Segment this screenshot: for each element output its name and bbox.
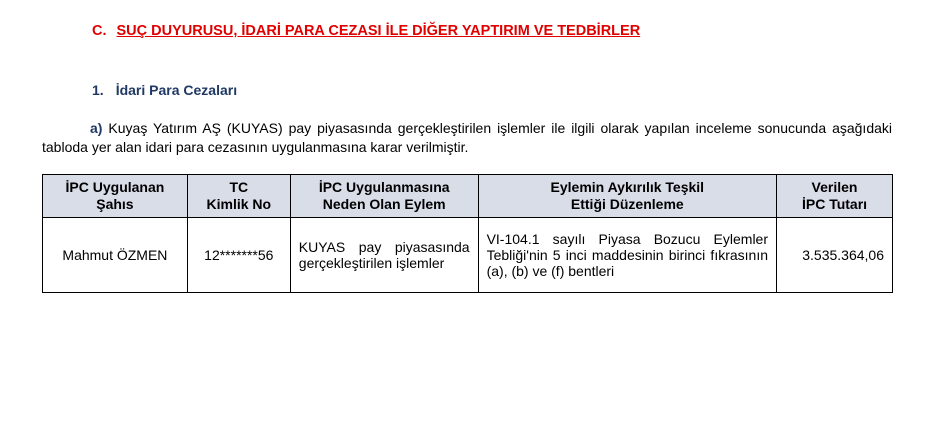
cell-action: KUYAS pay piyasasında gerçekleştirilen işlemler [290,218,478,293]
table-row [43,218,893,293]
paragraph-text: Kuyaş Yatırım AŞ (KUYAS) pay piyasasında gerçekleştirilen işlemler ile ilgili olarak yapılan inceleme sonucunda aşağıdaki tabloda yer alan idari para cezasının uygulanmasına karar verilmiştir. [42,120,893,155]
section-letter: C. [92,23,107,39]
paragraph-marker: a) [90,120,103,136]
header-person: İPC Uygulanan Şahıs [43,175,188,218]
cell-person: Mahmut ÖZMEN [43,218,188,293]
subsection-title: İdari Para Cezaları [115,82,238,98]
subsection-number: 1. [92,82,104,98]
header-action: İPC Uygulanmasına Neden Olan Eylem [290,175,478,218]
section-title: SUÇ DUYURUSU, İDARİ PARA CEZASI İLE DİĞER YAPTIRIM VE TEDBİRLER [116,23,641,39]
header-regulation: Eylemin Aykırılık Teşkil Ettiği Düzenleme [478,175,776,218]
header-amount: Verilen İPC Tutarı [777,175,893,218]
cell-regulation: VI-104.1 sayılı Piyasa Bozucu Eylemler Tebliği'nin 5 inci maddesinin birinci fıkrasının (a), (b) ve (f) bentleri [478,218,776,293]
header-tc-no: TC Kimlik No [187,175,290,218]
subsection-heading [92,82,237,98]
penalty-table [42,174,893,293]
cell-tc-no: 12*******56 [187,218,290,293]
intro-paragraph [42,119,892,157]
table-header-row [43,175,893,218]
section-heading [92,23,640,39]
cell-amount: 3.535.364,06 [777,218,893,293]
